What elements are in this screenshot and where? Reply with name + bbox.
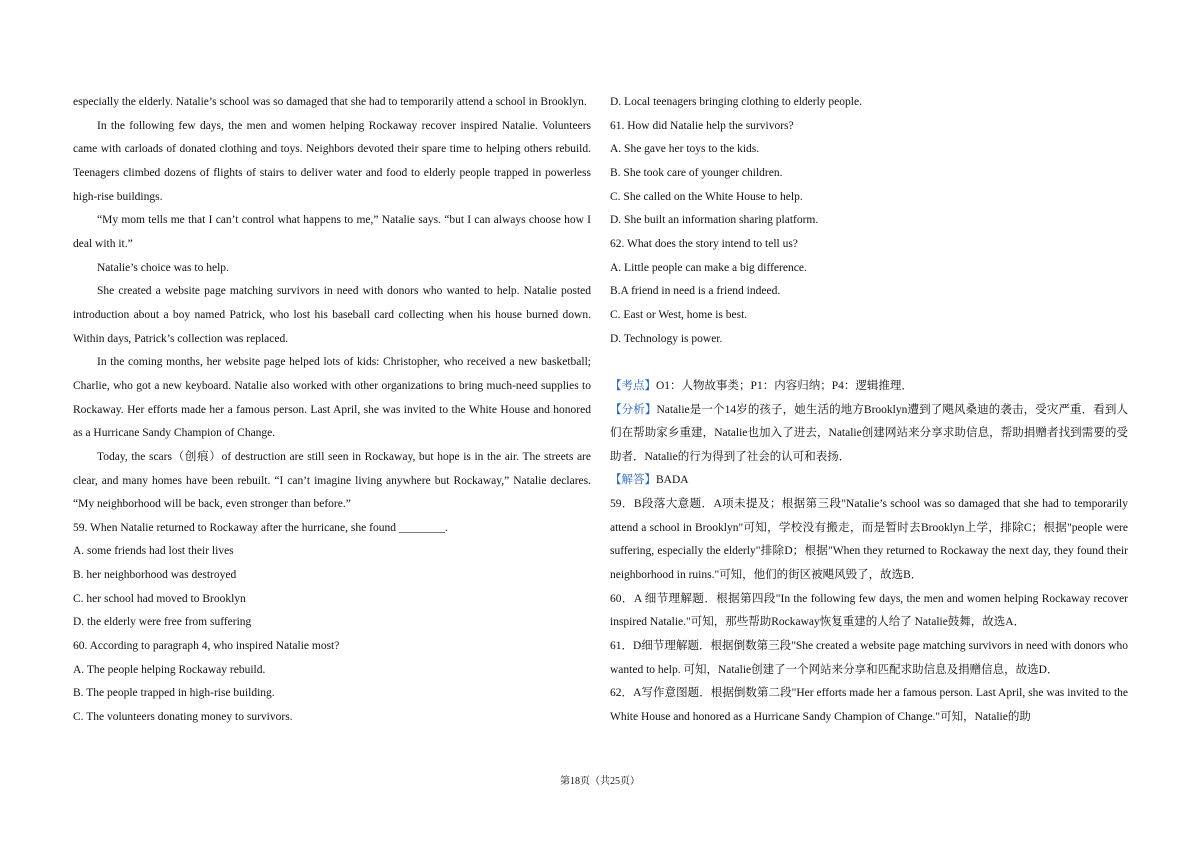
question-option: C. She called on the White House to help. (610, 190, 803, 203)
question-option: C. her school had moved to Brooklyn (73, 592, 246, 605)
answer-62: 62．A写作意图题．根据倒数第二段"Her efforts made her a famous person. Last April, she was invited to the White House and honored as a Hurricane Sandy Champion of Change."可知，Natalie的助 (610, 687, 1128, 724)
passage-paragraph: “My mom tells me that I can’t control what happens to me,” Natalie says. “but I can always choose how I deal with it.” (73, 214, 591, 250)
question-option: D. She built an information sharing platform. (610, 214, 819, 227)
jieda-label: 【解答】 (610, 474, 656, 487)
question-option: D. Technology is power. (610, 332, 723, 345)
passage-paragraph: In the coming months, her website page helped lots of kids: Christopher, who received a new basketball; Charlie, who got a new keyboard. Natalie also worked with other organizations to bring much-need supplies to Rockaway. Her efforts made her a famous person. Last April, she was invited to the White House and honored as a Hurricane Sandy Champion of Change. (73, 356, 591, 440)
question-option: D. the elderly were free from suffering (73, 616, 252, 629)
kaodian-label: 【考点】 (610, 379, 656, 392)
spacer (610, 351, 1128, 375)
kaodian-text: O1：人物故事类；P1：内容归纳；P4：逻辑推理． (656, 379, 913, 392)
question-option: A. Little people can make a big difference. (610, 261, 807, 274)
question-62: 62. What does the story intend to tell us? (610, 237, 798, 250)
question-option: B. The people trapped in high-rise building. (73, 687, 275, 700)
question-59: 59. When Natalie returned to Rockaway after the hurricane, she found ________. (73, 521, 448, 534)
page-footer: 第18页（共25页） (560, 776, 640, 787)
passage-paragraph: In the following few days, the men and women helping Rockaway recover inspired Natalie. Volunteers came with carloads of donated clothing and toys. Neighbors devoted their spare time to helping others rebuild. Teenagers climbed dozens of flights of stairs to deliver water and food to elderly people trapped in powerless high-rise buildings. (73, 119, 591, 203)
question-option: C. The volunteers donating money to survivors. (73, 711, 293, 724)
question-option: A. some friends had lost their lives (73, 545, 234, 558)
passage-paragraph: Today, the scars（创痕）of destruction are still seen in Rockaway, but hope is in the air. The streets are clear, and many homes have been rebuilt. “I can’t imagine living anywhere but Rockaway,” Natalie declares. “My neighborhood will be back, even stronger than before.” (73, 450, 591, 511)
left-column (73, 91, 591, 730)
passage-paragraph: especially the elderly. Natalie’s school was so damaged that she had to temporarily attend a school in Brooklyn. (73, 96, 587, 108)
question-option: B. She took care of younger children. (610, 166, 783, 179)
question-option: A. The people helping Rockaway rebuild. (73, 663, 266, 676)
question-61: 61. How did Natalie help the survivors? (610, 119, 794, 132)
question-option: C. East or West, home is best. (610, 308, 748, 321)
fenxi-text: Natalie是一个14岁的孩子，她生活的地方Brooklyn遭到了飓风桑迪的袭击，受灾严重．看到人们在帮助家乡重建，Natalie也加入了进去，Natalie创建网站来分享求助信息，帮助捐赠者找到需要的受助者．Natalie的行为得到了社会的认可和表扬． (610, 403, 1128, 463)
fenxi-section (610, 399, 1128, 470)
fenxi-label: 【分析】 (610, 403, 657, 416)
answer-59: 59．B段落大意题．A项未提及；根据第三段"Natalie’s school was so damaged that she had to temporarily attend a school in Brooklyn"可知，学校没有搬走，而是暂时去Brooklyn上学，排除C；根据"people were suffering, especially the elderly"排除D；根据"When they returned to Rockaway the next day, they found their neighborhood in ruins."可知，他们的街区被飓风毁了，故选B． (610, 498, 1128, 582)
right-column (610, 91, 1128, 730)
question-option: A. She gave her toys to the kids. (610, 143, 760, 156)
jieda-text: BADA (656, 474, 689, 487)
kaodian-section (610, 375, 1128, 399)
passage-paragraph: Natalie’s choice was to help. (97, 261, 229, 274)
jieda-section (610, 469, 1128, 493)
question-option: B. her neighborhood was destroyed (73, 569, 237, 582)
answer-61: 61．D细节理解题．根据倒数第三段"She created a website page matching survivors in need with donors who wanted to help. 可知，Natalie创建了一个网站来分享和匹配求助信息及捐赠信息，故选D． (610, 640, 1128, 676)
question-60: 60. According to paragraph 4, who inspired Natalie most? (73, 640, 340, 653)
question-option: D. Local teenagers bringing clothing to elderly people. (610, 96, 862, 108)
passage-paragraph: She created a website page matching survivors in need with donors who wanted to help. Natalie posted introduction about a boy named Patrick, who lost his baseball card collecting when his house burned down. Within days, Patrick’s collection was replaced. (73, 285, 591, 345)
question-option: B.A friend in need is a friend indeed. (610, 285, 781, 298)
answer-60: 60．A 细节理解题．根据第四段"In the following few days, the men and women helping Rockaway recover inspired Natalie."可知，那些帮助Rockaway恢复重建的人给了 Natalie鼓舞，故选A． (610, 592, 1128, 629)
